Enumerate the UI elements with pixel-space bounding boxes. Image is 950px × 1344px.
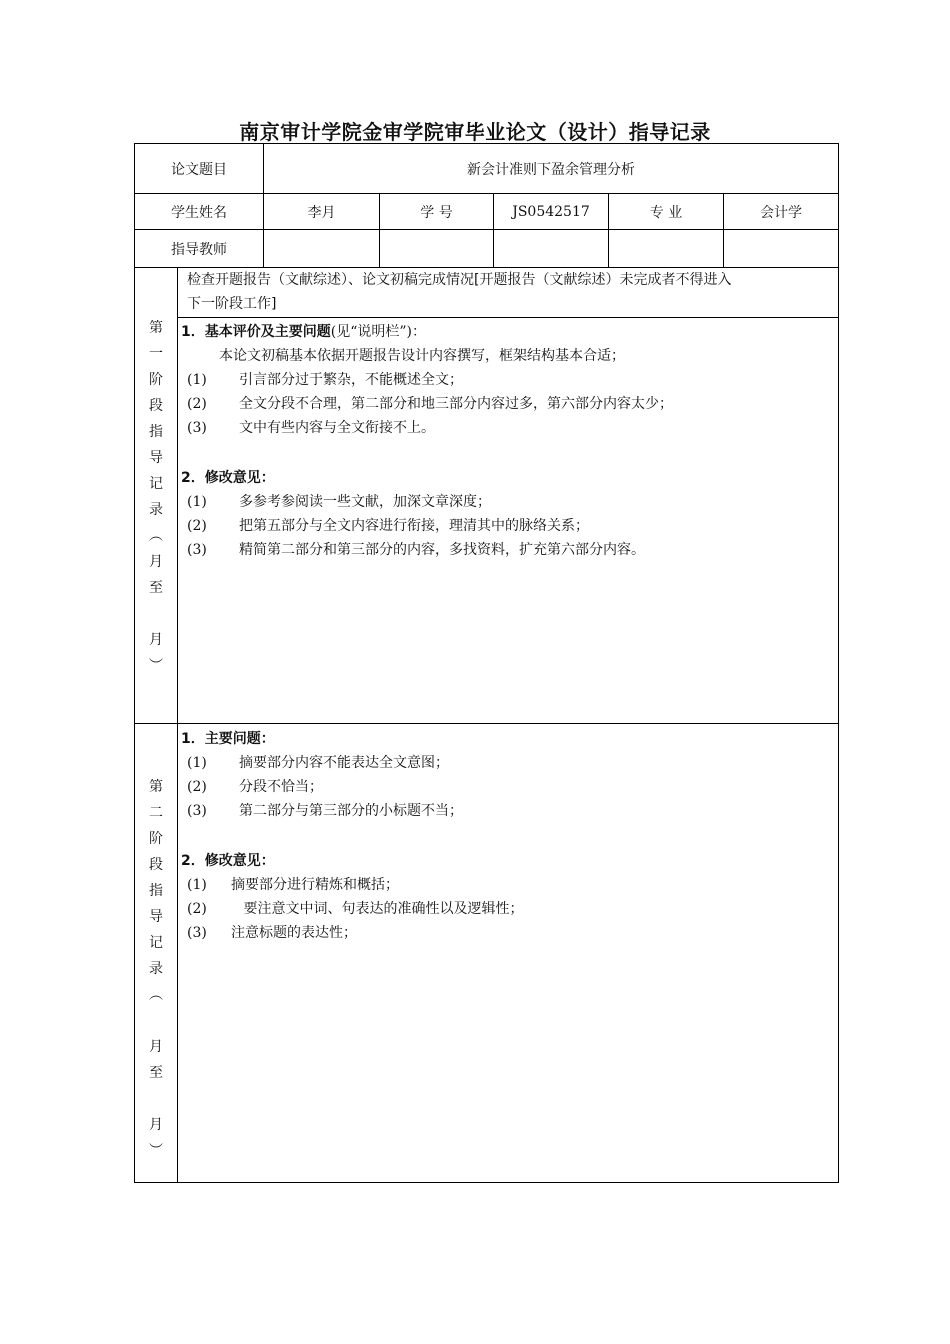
stage1-side-char: 段: [149, 398, 163, 414]
item-number: (2): [187, 518, 207, 534]
thesis-title-value: 新会计准则下盈余管理分析: [467, 161, 635, 178]
stage1-side-char: 导: [149, 450, 163, 466]
stage1-side-char: 一: [149, 346, 163, 362]
stage1-side-char: 指: [149, 424, 163, 440]
stage2-side-char: 导: [149, 909, 163, 925]
stage2-side-char: 录: [149, 961, 163, 977]
stage1-header-line: 检查开题报告（文献综述）、论文初稿完成情况[开题报告（文献综述）未完成者不得进入: [187, 272, 732, 288]
list-item: [181, 873, 523, 897]
item-text: 引言部分过于繁杂，不能概述全文；: [239, 372, 463, 388]
item-number: (1): [187, 494, 207, 510]
stage2-side-char: 二: [149, 805, 163, 821]
list-item: [181, 751, 523, 775]
student-id-label: 学 号: [420, 204, 453, 221]
stage2-side-char: 记: [149, 935, 163, 951]
stage1-side-char: 月: [149, 554, 163, 570]
stage1-section2-heading: 2．修改意见：: [181, 470, 275, 486]
stage2-side-char: 第: [149, 779, 163, 795]
list-item: [181, 799, 523, 823]
list-item: [181, 368, 673, 392]
stage2-side-char: 段: [149, 857, 163, 873]
list-item: [181, 490, 673, 514]
thesis-title-label: 论文题目: [171, 161, 227, 178]
stage2-side-char: ︶: [149, 1143, 163, 1159]
item-text: 要注意文中词、句表达的准确性以及逻辑性；: [239, 901, 524, 917]
item-text: 分段不恰当；: [239, 779, 323, 795]
stage2-side-char: 指: [149, 883, 163, 899]
list-item: [181, 392, 673, 416]
stage1-side-char: 月: [149, 632, 163, 648]
item-number: (3): [187, 803, 207, 819]
item-text: 注意标题的表达性；: [231, 925, 357, 941]
stage2-side-char: 阶: [149, 831, 163, 847]
stage2-side-char: [135, 1008, 177, 1034]
list-item: [181, 514, 673, 538]
stage2-side-label: [135, 774, 177, 1164]
item-text: 把第五部分与全文内容进行衔接，理清其中的脉络关系；: [239, 518, 589, 534]
stage1-side-char: ︵: [149, 528, 163, 544]
stage1-body: [181, 320, 673, 562]
item-number: (2): [187, 396, 207, 412]
item-number: (3): [187, 542, 207, 558]
item-number: (3): [187, 925, 207, 941]
advisor-value: [264, 230, 379, 267]
stage2-side-char: ︵: [149, 987, 163, 1003]
list-item: [181, 775, 523, 799]
stage1-side-char: [135, 601, 177, 627]
item-text: 文中有些内容与全文衔接不上。: [239, 420, 435, 436]
list-item: [181, 538, 673, 562]
student-name-value: 李月: [307, 204, 336, 221]
item-text: 多参考参阅读一些文献，加深文章深度；: [239, 494, 491, 510]
advisor-label: 指导教师: [171, 241, 227, 258]
stage1-side-char: 记: [149, 476, 163, 492]
stage1-side-char: ︶: [149, 658, 163, 674]
item-number: (1): [187, 877, 207, 893]
heading-note: (见“说明栏”)：: [330, 324, 426, 340]
stage2-section1-heading: 1．主要问题：: [181, 731, 275, 747]
list-item: [181, 416, 673, 440]
spacer: [181, 440, 673, 466]
student-name-label: 学生姓名: [171, 204, 227, 221]
stage1-header-line: 下一阶段工作]: [187, 296, 277, 312]
item-text: 全文分段不合理，第二部分和地三部分内容过多，第六部分内容太少；: [239, 396, 673, 412]
stage2-section2-heading: 2．修改意见：: [181, 853, 275, 869]
item-text: 第二部分与第三部分的小标题不当；: [239, 803, 463, 819]
row-divider: [177, 317, 838, 318]
stage1-side-char: 第: [149, 320, 163, 336]
heading-text: 1．基本评价及主要问题: [181, 324, 331, 340]
stage2-side-char: 至: [149, 1065, 163, 1081]
stage2-body: [181, 727, 523, 945]
stage1-section1-heading: [181, 320, 673, 344]
item-number: (3): [187, 420, 207, 436]
item-number: (1): [187, 372, 207, 388]
major-value: 会计学: [760, 204, 802, 221]
student-id-value: JS0542517: [512, 203, 590, 220]
list-item: [181, 921, 523, 945]
item-number: (2): [187, 779, 207, 795]
item-text: 摘要部分内容不能表达全文意图；: [239, 755, 449, 771]
item-text: 摘要部分进行精炼和概括；: [231, 877, 399, 893]
stage2-side-char: [135, 1086, 177, 1112]
side-col-divider: [177, 267, 178, 1182]
stage2-side-char: 月: [149, 1039, 163, 1055]
stage2-side-char: 月: [149, 1117, 163, 1133]
spacer: [181, 823, 523, 849]
item-number: (1): [187, 755, 207, 771]
stage1-side-char: 阶: [149, 372, 163, 388]
major-label: 专 业: [649, 204, 683, 221]
document-title: 南京审计学院金审学院审毕业论文（设计）指导记录: [239, 120, 711, 144]
list-item: [181, 897, 523, 921]
item-number: (2): [187, 901, 207, 917]
stage1-header: [187, 268, 731, 316]
stage1-intro: 本论文初稿基本依据开题报告设计内容撰写，框架结构基本合适；: [219, 348, 625, 364]
stage1-side-label: [135, 315, 177, 679]
stage1-side-char: 录: [149, 502, 163, 518]
stage-divider: [135, 723, 838, 724]
stage1-side-char: 至: [149, 580, 163, 596]
item-text: 精简第二部分和第三部分的内容，多找资料，扩充第六部分内容。: [239, 542, 645, 558]
guidance-record-form: [134, 143, 839, 1183]
